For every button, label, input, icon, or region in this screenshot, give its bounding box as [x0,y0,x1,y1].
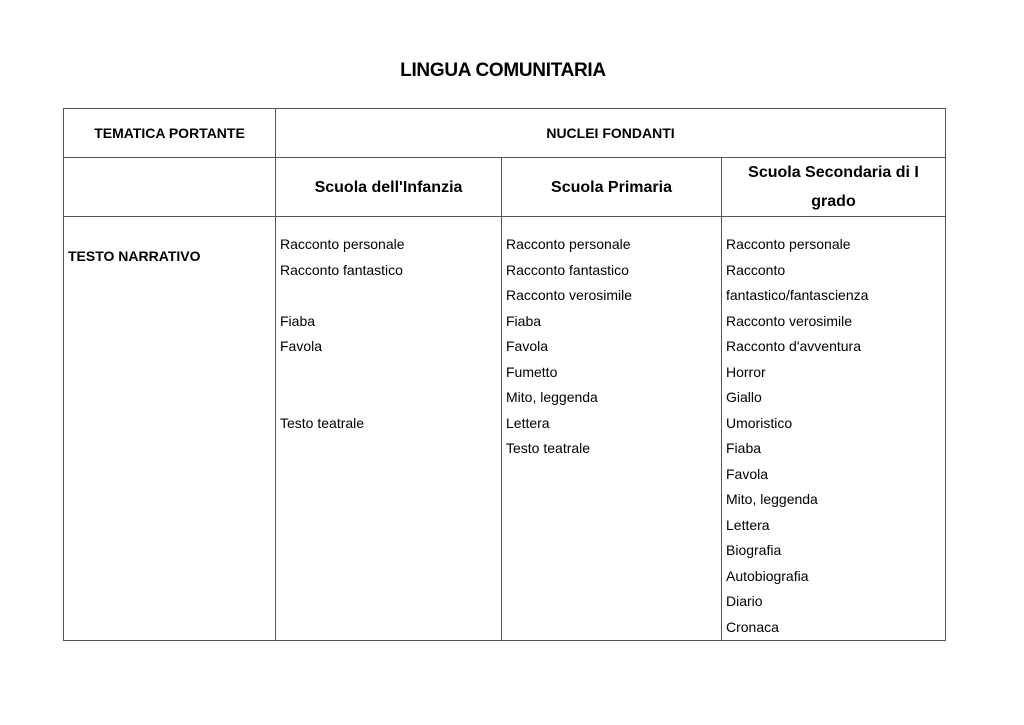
list-item: Racconto [726,261,786,278]
list-item: Giallo [726,389,762,405]
list-item: Testo teatrale [506,440,591,456]
list-item: Diario [726,593,763,609]
list-item: Racconto personale [506,236,631,252]
secondaria-list [722,217,945,640]
list-item: Lettera [726,516,770,533]
list-item [280,385,501,411]
list-item: Biografia [726,542,782,558]
secondaria-header-label: Scuola Secondaria di I grado [748,164,919,210]
list-item: Racconto personale [280,236,405,252]
list-item: Fiaba [280,312,316,329]
list-item: Umoristico [726,414,793,431]
theme-cell [64,217,276,641]
list-item: Testo teatrale [280,414,365,431]
list-item: Favola [280,338,323,354]
infanzia-header-label: Scuola dell'Infanzia [314,178,463,196]
table-header-row [64,109,946,158]
table-row [64,217,946,641]
list-item: Fumetto [506,363,558,380]
primaria-list [502,217,721,462]
table-subheader-row [64,158,946,217]
primaria-header [502,158,722,217]
list-item: Racconto verosimile [506,287,633,303]
list-item: Racconto fantastico [506,261,629,278]
list-item: Racconto d'avventura [726,338,861,354]
secondaria-cell [722,217,946,641]
nuclei-fondanti-header: NUCLEI FONDANTI [276,109,946,158]
curriculum-table [63,108,946,641]
list-item [280,283,501,309]
list-item: Mito, leggenda [506,389,598,405]
page-title: LINGUA COMUNITARIA [400,60,606,81]
primaria-cell [502,217,722,641]
list-item: Autobiografia [726,567,809,584]
list-item: Horror [726,363,766,380]
list-item: Mito, leggenda [726,491,818,507]
list-item: fantastico/fantascienza [726,287,869,303]
list-item: Fiaba [506,312,542,329]
tematica-portante-header: TEMATICA PORTANTE [64,109,276,158]
infanzia-header [276,158,502,217]
list-item [280,360,501,386]
empty-subheader-cell [64,158,276,217]
list-item: Favola [726,465,769,482]
list-item: Racconto personale [726,236,851,252]
list-item: Lettera [506,414,550,431]
infanzia-list [276,217,501,436]
list-item: Racconto fantastico [280,261,403,278]
list-item: Racconto verosimile [726,312,853,329]
secondaria-header [722,158,946,217]
list-item: Fiaba [726,440,762,456]
list-item: Favola [506,338,549,354]
list-item: Cronaca [726,618,779,635]
theme-label: TESTO NARRATIVO [68,248,201,264]
infanzia-cell [276,217,502,641]
primaria-header-label: Scuola Primaria [551,178,672,196]
